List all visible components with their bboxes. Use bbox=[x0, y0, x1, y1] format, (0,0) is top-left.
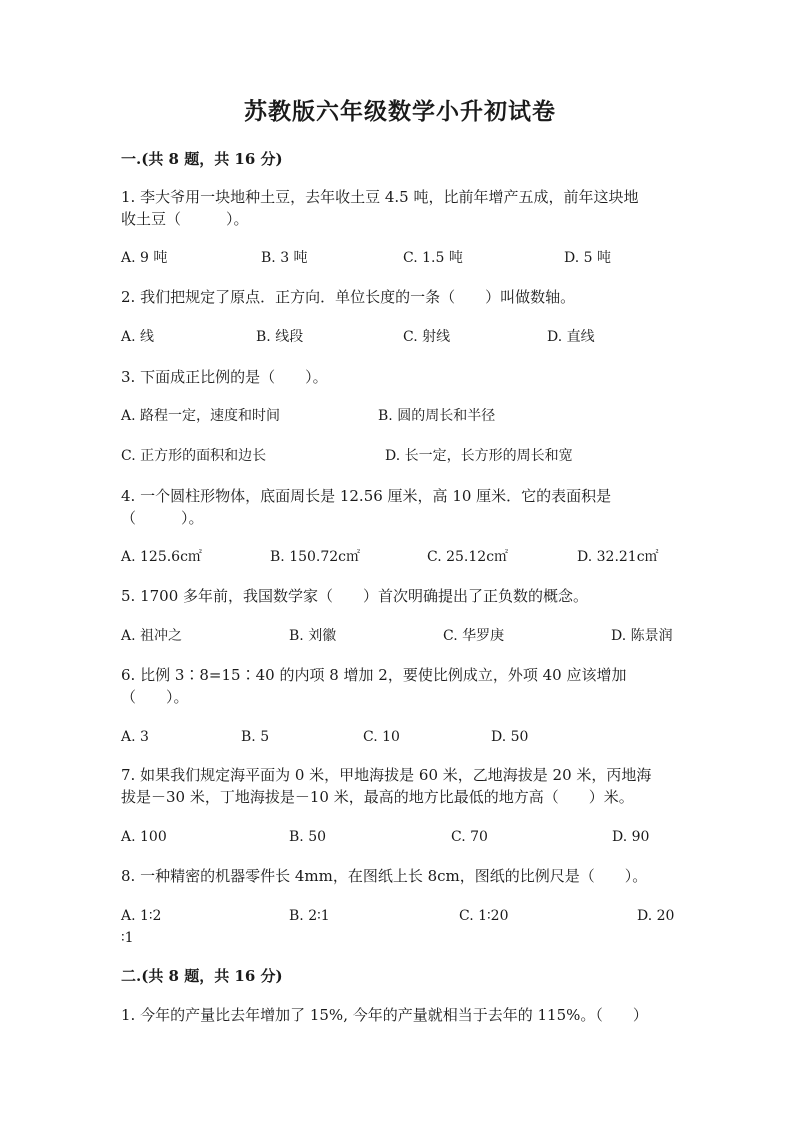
question-4 bbox=[121, 485, 676, 529]
question-3-options-row-1 bbox=[121, 405, 681, 427]
option-c: C. 射线 bbox=[403, 329, 451, 345]
option-c: C. 25.12c㎡ bbox=[427, 549, 509, 565]
option-d: D. 直线 bbox=[547, 329, 595, 345]
question-1 bbox=[121, 186, 676, 230]
question-8-options bbox=[121, 905, 681, 949]
question-8-line-1: 8. 一种精密的机器零件长 4mm，在图纸上长 8cm，图纸的比例尺是（ ）。 bbox=[121, 867, 648, 885]
question-5 bbox=[121, 585, 676, 607]
question-6-line-1: 6. 比例 3∶8=15∶40 的内项 8 增加 2，要使比例成立，外项 40 应该增加 bbox=[121, 666, 627, 684]
question-1-line-1: 1. 李大爷用一块地种土豆，去年收土豆 4.5 吨，比前年增产五成，前年这块地 bbox=[121, 188, 639, 206]
option-c: C. 70 bbox=[451, 829, 488, 845]
question-3 bbox=[121, 366, 676, 388]
question-2-options bbox=[121, 326, 681, 348]
judgement-question-1 bbox=[121, 1004, 676, 1026]
option-d: D. 5 吨 bbox=[564, 250, 611, 266]
option-b: B. 刘徽 bbox=[289, 628, 337, 644]
option-d: D. 90 bbox=[612, 829, 650, 845]
page-title: 苏教版六年级数学小升初试卷 bbox=[244, 98, 556, 125]
question-3-options-row-2 bbox=[121, 445, 681, 467]
question-4-options bbox=[121, 546, 681, 568]
question-1-line-2: 收土豆（ ）。 bbox=[121, 210, 249, 228]
option-a: A. 9 吨 bbox=[121, 250, 168, 266]
section-heading-1: 一.(共 8 题，共 16 分) bbox=[121, 150, 283, 168]
option-b: B. 150.72c㎡ bbox=[270, 549, 361, 565]
question-3-line-1: 3. 下面成正比例的是（ ）。 bbox=[121, 368, 328, 386]
option-a: A. 路程一定，速度和时间 bbox=[121, 408, 281, 424]
option-a: A. 祖冲之 bbox=[121, 628, 183, 644]
option-a: A. 125.6c㎡ bbox=[121, 549, 202, 565]
question-2-line-1: 2. 我们把规定了原点．正方向．单位长度的一条（ ）叫做数轴。 bbox=[121, 288, 576, 306]
question-6 bbox=[121, 664, 676, 708]
option-c: C. 1.5 吨 bbox=[403, 250, 463, 266]
option-b: B. 2∶1 bbox=[289, 908, 330, 924]
question-4-line-1: 4. 一个圆柱形物体，底面周长是 12.56 厘米，高 10 厘米．它的表面积是 bbox=[121, 487, 612, 505]
question-5-line-1: 5. 1700 多年前，我国数学家（ ）首次明确提出了正负数的概念。 bbox=[121, 587, 589, 605]
option-d: D. 陈景润 bbox=[611, 628, 673, 644]
question-2 bbox=[121, 286, 676, 308]
question-1-options bbox=[121, 247, 681, 269]
option-b: B. 圆的周长和半径 bbox=[378, 408, 496, 424]
option-a: A. 1∶2 bbox=[121, 908, 162, 924]
question-6-line-2: （ ）。 bbox=[121, 688, 189, 706]
option-c: C. 华罗庚 bbox=[443, 628, 505, 644]
option-d-wrap: ∶1 bbox=[121, 930, 134, 946]
option-d: D. 50 bbox=[491, 729, 529, 745]
judgement-question-1-line-1: 1. 今年的产量比去年增加了 15%, 今年的产量就相当于去年的 115%。（ ） bbox=[121, 1006, 648, 1024]
option-a: A. 100 bbox=[121, 829, 167, 845]
question-8 bbox=[121, 865, 676, 887]
option-d: D. 20 bbox=[637, 908, 675, 924]
option-a: A. 线 bbox=[121, 329, 155, 345]
option-b: B. 5 bbox=[241, 729, 270, 745]
option-c: C. 10 bbox=[363, 729, 400, 745]
option-b: B. 线段 bbox=[256, 329, 304, 345]
question-7-line-2: 拔是－30 米，丁地海拔是－10 米，最高的地方比最低的地方高（ ）米。 bbox=[121, 788, 634, 806]
section-heading-2: 二.(共 8 题，共 16 分) bbox=[121, 967, 283, 985]
option-d: D. 32.21c㎡ bbox=[577, 549, 659, 565]
question-7-line-1: 7. 如果我们规定海平面为 0 米，甲地海拔是 60 米，乙地海拔是 20 米，丙地海 bbox=[121, 766, 652, 784]
question-7 bbox=[121, 764, 676, 808]
question-4-line-2: （ ）。 bbox=[121, 509, 204, 527]
option-a: A. 3 bbox=[121, 729, 149, 745]
question-7-options bbox=[121, 826, 681, 848]
option-b: B. 3 吨 bbox=[261, 250, 308, 266]
option-d: D. 长一定，长方形的周长和宽 bbox=[385, 448, 573, 464]
question-6-options bbox=[121, 726, 681, 748]
option-c: C. 正方形的面积和边长 bbox=[121, 448, 267, 464]
option-c: C. 1∶20 bbox=[459, 908, 509, 924]
option-b: B. 50 bbox=[289, 829, 327, 845]
question-5-options bbox=[121, 625, 681, 647]
